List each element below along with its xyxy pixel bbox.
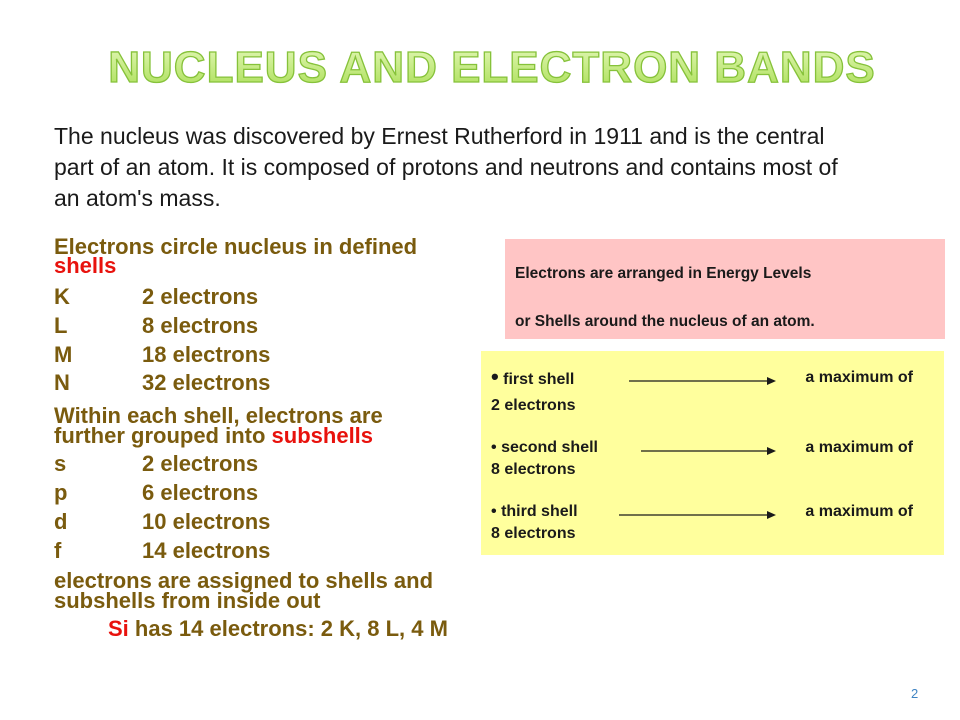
subshell-intro: Within each shell, electrons are further grouped into subshells (54, 403, 383, 448)
capacity-item-third: • third shell a maximum of 8 electrons (491, 503, 913, 542)
subshell-row-p: p 6 electrons (54, 479, 259, 505)
subshell-row-d: d 10 electrons (54, 508, 271, 534)
shells-keyword: shells (54, 252, 117, 278)
arrow-right-icon (641, 445, 777, 457)
subshell-row-f: f 14 electrons (54, 537, 271, 563)
arrow-right-icon (629, 375, 777, 387)
capacity-item-first: • first shell a maximum of 2 electrons (491, 364, 913, 414)
shell-row-n: N 32 electrons (54, 370, 271, 396)
bullet: • (491, 503, 497, 520)
shells-heading: Electrons circle nucleus in defined shells (54, 234, 418, 278)
subshells-keyword: subshells (271, 422, 374, 448)
bullet: • (491, 364, 499, 389)
page-number: 2 (911, 686, 919, 701)
callout-line-1: Electrons are arranged in Energy Levels (515, 265, 812, 282)
silicon-symbol: Si (108, 616, 129, 642)
shell-capacity-box (481, 351, 944, 555)
assignment-note: electrons are assigned to shells and subshells from inside out (54, 568, 434, 613)
silicon-example: Si has 14 electrons: 2 K, 8 L, 4 M (108, 616, 448, 642)
subshell-row-s: s 2 electrons (54, 451, 259, 477)
slide-title-text: NUCLEUS AND ELECTRON BANDS (108, 43, 876, 92)
arrow-right-icon (619, 509, 777, 521)
energy-levels-callout (505, 239, 945, 339)
bullet: • (491, 439, 497, 456)
shell-row-m: M 18 electrons (54, 341, 271, 367)
capacity-item-second: • second shell a maximum of 8 electrons (491, 439, 913, 478)
slide-title (0, 38, 960, 98)
electron-shell-list (54, 234, 524, 644)
intro-paragraph: The nucleus was discovered by Ernest Rutherford in 1911 and is the central part of an atom. It is composed of protons and neutrons and contains most of an atom's mass. (54, 123, 838, 211)
shell-row-k: K 2 electrons (54, 284, 259, 309)
callout-line-2: or Shells around the nucleus of an atom. (515, 313, 815, 330)
shell-row-l: L 8 electrons (54, 312, 259, 338)
